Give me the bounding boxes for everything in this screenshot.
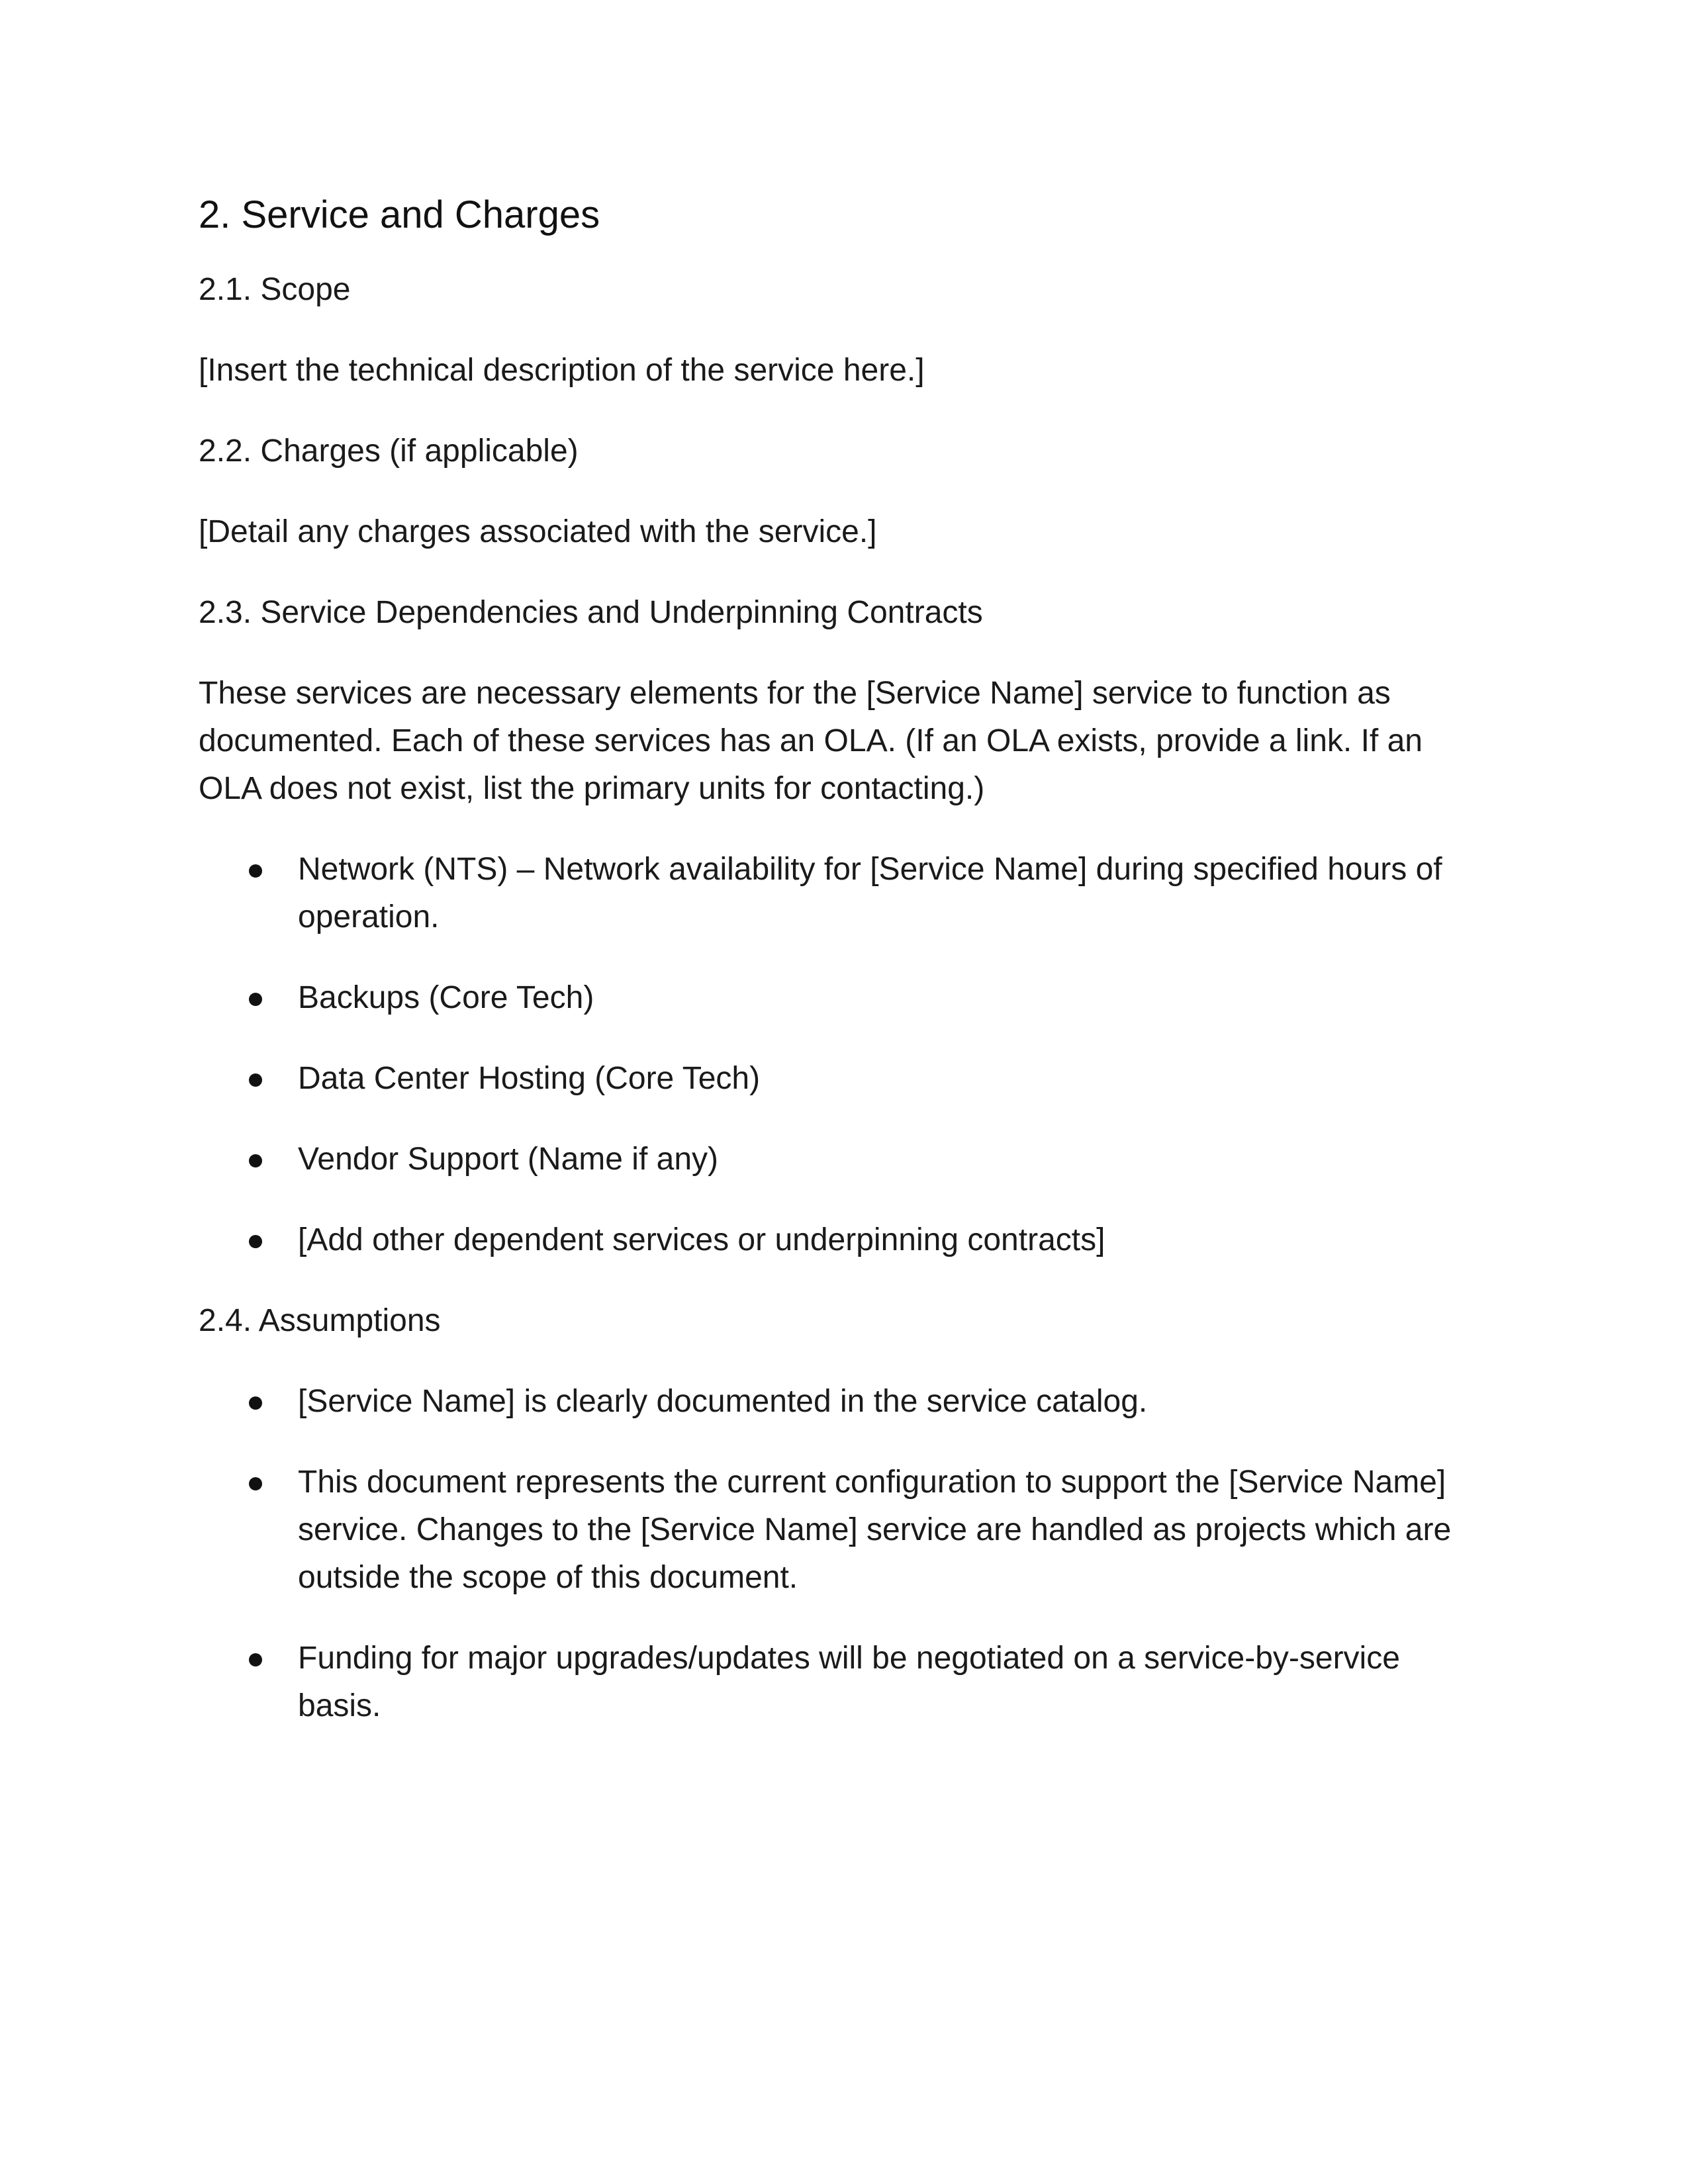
scope-heading: 2.1. Scope	[199, 271, 351, 307]
list-item-text: Vendor Support (Name if any)	[298, 1141, 718, 1177]
bullet-icon	[249, 1073, 262, 1087]
section-title: 2. Service and Charges	[199, 193, 600, 236]
dependencies-heading: 2.3. Service Dependencies and Underpinning Contracts	[199, 594, 983, 630]
list-item	[199, 1055, 1489, 1103]
list-item-text: [Service Name] is clearly documented in the service catalog.	[298, 1383, 1148, 1419]
list-item	[199, 1136, 1489, 1183]
scope-text: [Insert the technical description of the service here.]	[199, 352, 925, 388]
charges-text: [Detail any charges associated with the service.]	[199, 514, 877, 549]
bullet-icon	[249, 1235, 262, 1248]
list-item-text: Network (NTS) – Network availability for [Service Name] during specified hours of operation.	[298, 851, 1442, 934]
list-item	[199, 1216, 1489, 1264]
dependencies-list	[199, 846, 1489, 1264]
document-page	[199, 192, 1489, 1763]
list-item	[199, 846, 1489, 941]
dependencies-intro: These services are necessary elements for the [Service Name] service to function as documented. Each of these services has an OLA. (If an OLA exists, provide a link. If an OLA does not exist, list the primary units for contacting.)	[199, 675, 1423, 806]
bullet-icon	[249, 1653, 262, 1666]
list-item	[199, 1378, 1489, 1426]
bullet-icon	[249, 993, 262, 1006]
bullet-icon	[249, 1396, 262, 1410]
list-item	[199, 1459, 1489, 1602]
list-item-text: [Add other dependent services or underpinning contracts]	[298, 1222, 1105, 1257]
list-item-text: Data Center Hosting (Core Tech)	[298, 1060, 761, 1096]
list-item	[199, 974, 1489, 1022]
assumptions-heading: 2.4. Assumptions	[199, 1302, 441, 1338]
list-item	[199, 1635, 1489, 1730]
assumptions-list	[199, 1378, 1489, 1730]
charges-heading: 2.2. Charges (if applicable)	[199, 433, 579, 469]
list-item-text: Backups (Core Tech)	[298, 979, 594, 1015]
bullet-icon	[249, 864, 262, 878]
bullet-icon	[249, 1477, 262, 1490]
bullet-icon	[249, 1154, 262, 1167]
list-item-text: This document represents the current configuration to support the [Service Name] service. Changes to the [Service Name] service are handled as projects which are outside the scope of this document.	[298, 1464, 1452, 1595]
list-item-text: Funding for major upgrades/updates will be negotiated on a service-by-service basis.	[298, 1640, 1400, 1723]
